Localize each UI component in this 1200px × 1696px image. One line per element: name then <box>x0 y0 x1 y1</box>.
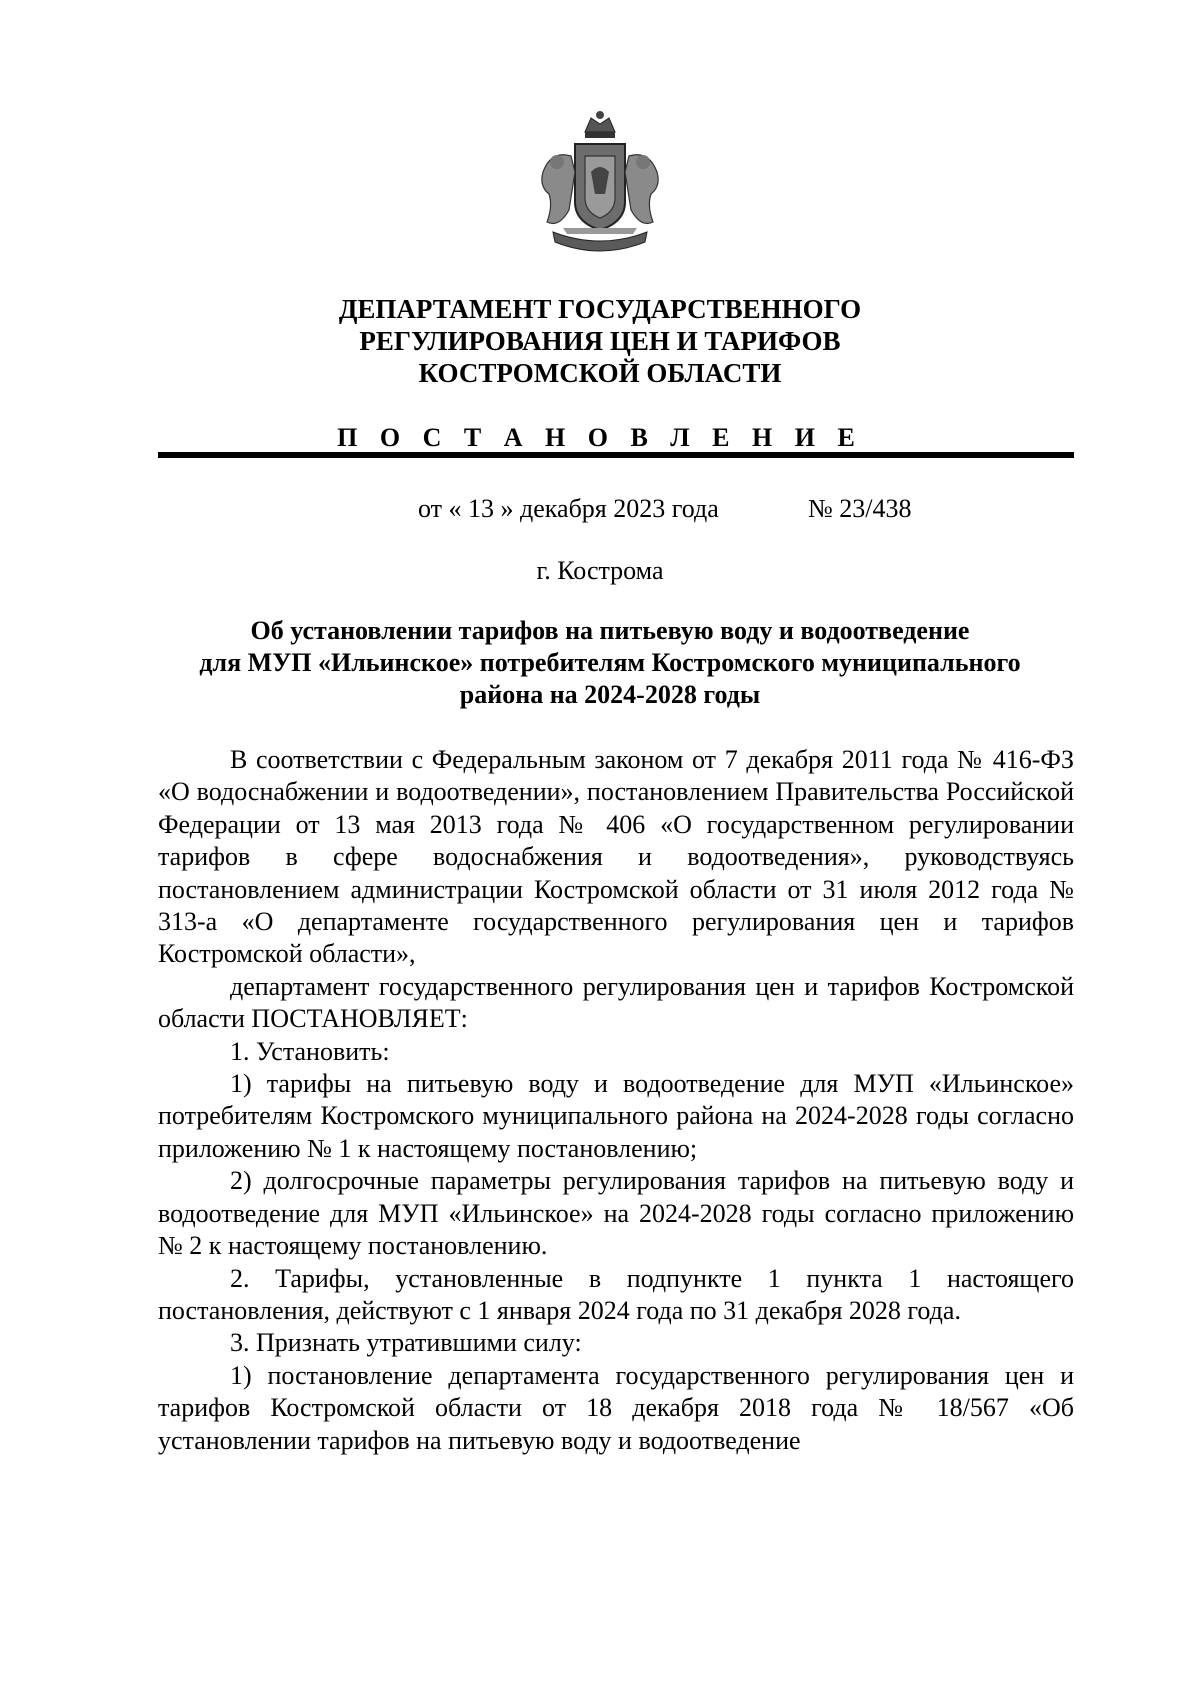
heading-line: для МУП «Ильинское» потребителям Костромского муниципального <box>199 648 1021 677</box>
body-paragraph: 3. Признать утратившими силу: <box>230 1328 582 1358</box>
header-divider-line <box>158 452 1074 458</box>
heading-line: Об установлении тарифов на питьевую воду и водоотведение <box>250 616 970 645</box>
body-paragraph: В соответствии с Федеральным законом от 7 декабря 2011 года № 416-ФЗ «О водоснабжении и водоотведении», постановлением Правительства Российской Федерации от 13 мая 2013 года № 406 «О государственном регулировании тарифов в сфере водоснабжения и водоотведения», руководствуясь постановлением администрации Костромской области от 31 июля 2012 года № 313-а «О департаменте государственного регулирования цен и тарифов Костромской области», <box>158 745 1074 969</box>
body-paragraph: 1) постановление департамента государственного регулирования цен и тарифов Костромской области от 18 декабря 2018 года № 18/567 «Об установлении тарифов на питьевую воду и водоотведение <box>158 1360 1074 1455</box>
document-body <box>158 744 1074 1457</box>
body-paragraph: 2) долгосрочные параметры регулирования тарифов на питьевую воду и водоотведение для МУП «Ильинское» на 2024-2028 годы согласно приложению № 2 к настоящему постановлению. <box>158 1166 1074 1261</box>
body-paragraph: департамент государственного регулирования цен и тарифов Костромской области ПОСТАНОВЛЯЕТ: <box>158 971 1074 1034</box>
document-heading <box>150 615 1070 711</box>
body-paragraph: 2. Тарифы, установленные в подпункте 1 пункта 1 настоящего постановления, действуют с 1 января 2024 года по 31 декабря 2028 года. <box>158 1263 1074 1325</box>
heading-line: района на 2024-2028 годы <box>459 680 761 709</box>
document-city: г. Кострома <box>536 556 664 585</box>
document-type-title: П О С Т А Н О В Л Е Н И Е <box>337 423 863 452</box>
document-number: № 23/438 <box>808 494 912 523</box>
coat-of-arms-emblem <box>533 110 667 260</box>
department-line: ДЕПАРТАМЕНТ ГОСУДАРСТВЕННОГО <box>338 294 862 324</box>
department-name <box>0 293 1200 389</box>
body-paragraph: 1) тарифы на питьевую воду и водоотведение для МУП «Ильинское» потребителям Костромского муниципального района на 2024-2028 годы согласно приложению № 1 к настоящему постановлению; <box>158 1069 1074 1163</box>
department-line: РЕГУЛИРОВАНИЯ ЦЕН И ТАРИФОВ <box>359 326 841 356</box>
document-date: от « 13 » декабря 2023 года <box>418 494 719 523</box>
department-line: КОСТРОМСКОЙ ОБЛАСТИ <box>418 358 782 388</box>
body-paragraph: 1. Установить: <box>230 1036 390 1066</box>
